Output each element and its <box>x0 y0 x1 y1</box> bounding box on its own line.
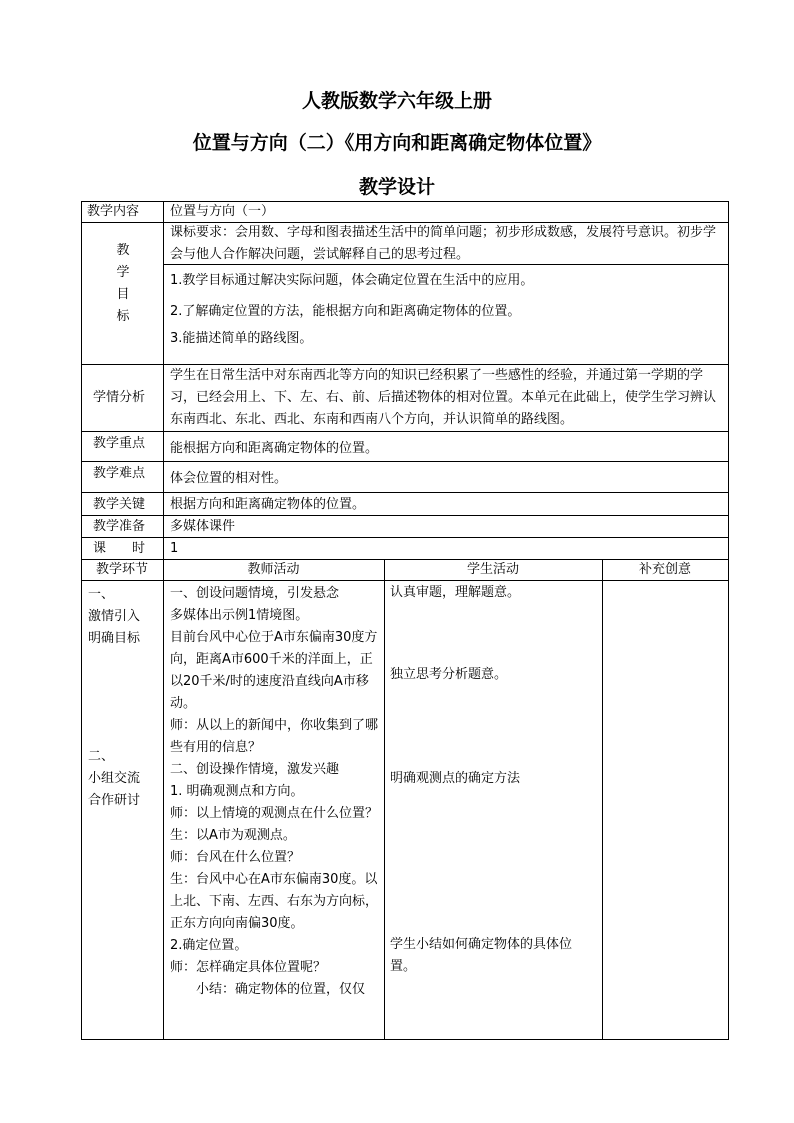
design-title: 教学设计 <box>358 176 435 198</box>
row-divider <box>81 515 729 516</box>
curriculum-requirement: 课标要求：会用数、字母和图表描述生活中的简单问题；初步形成数感，发展符号意识。初步学会与他人合作解决问题，尝试解释自己的思考过程。 <box>170 225 717 262</box>
table-border <box>728 201 729 1040</box>
teacher-line: 二、创设操作情境，激发兴趣 <box>170 762 340 777</box>
stage-1-line: 一、 <box>88 587 115 602</box>
header-teacher: 教师活动 <box>247 562 300 577</box>
analysis-text: 学生在日常生活中对东南西北等方向的知识已经积累了一些感性的经验，并通过第一学期的学习，已经会用上、下、左、右、前、后描述物体的相对位置。本单元在此础上，使学生学习辨认东南西北、东北、西北、东南和西南八个方向，并认识简单的路线图。 <box>170 368 717 427</box>
crux-text: 根据方向和距离确定物体的位置。 <box>170 497 366 512</box>
goal-label-char: 教 <box>116 243 130 258</box>
teacher-line: 多媒体出示例1情境图。 <box>170 608 309 623</box>
column-divider <box>602 559 603 1040</box>
teacher-line: 一、创设问题情境，引发悬念 <box>170 586 340 601</box>
goal-item: 3.能描述简单的路线图。 <box>170 331 313 346</box>
stage-2-line: 合作研讨 <box>88 793 141 808</box>
teacher-line: 生：台风中心在A市东偏南30度。以上北、下南、左西、右东为方向标，正东方向向南偏30度。 <box>170 872 379 931</box>
key-label: 教学重点 <box>93 436 146 451</box>
student-activity-2: 独立思考分析题意。 <box>390 667 508 682</box>
document-title: 人教版数学六年级上册 <box>301 90 492 112</box>
content-value: 位置与方向（一） <box>170 204 275 219</box>
teacher-activity <box>170 583 380 1001</box>
prep-text: 多媒体课件 <box>170 519 236 534</box>
analysis-label: 学情分析 <box>93 390 146 405</box>
period-value: 1 <box>170 541 179 556</box>
header-stage: 教学环节 <box>95 562 148 577</box>
header-supplement: 补充创意 <box>638 562 691 577</box>
goal-item: 2.了解确定位置的方法，能根据方向和距离确定物体的位置。 <box>170 304 521 319</box>
row-divider <box>81 580 729 581</box>
prep-label: 教学准备 <box>93 519 146 534</box>
key-text: 能根据方向和距离确定物体的位置。 <box>170 441 379 456</box>
row-divider <box>81 461 729 462</box>
header-student: 学生活动 <box>466 562 519 577</box>
stage-2-line: 二、 <box>88 749 115 764</box>
difficulty-label: 教学难点 <box>93 466 146 481</box>
goal-item: 1.教学目标通过解决实际问题，体会确定位置在生活中的应用。 <box>170 273 534 288</box>
teacher-line: 生：以A市为观测点。 <box>170 828 296 843</box>
teacher-line: 师：怎样确定具体位置呢？ <box>170 960 327 975</box>
student-activity-1: 认真审题，理解题意。 <box>390 585 521 600</box>
stage-2-line: 小组交流 <box>88 771 141 786</box>
column-divider <box>384 559 385 1040</box>
stage-1-line: 激情引入 <box>88 609 141 624</box>
lesson-title: 位置与方向（二）《用方向和距离确定物体位置》 <box>192 132 602 154</box>
row-divider <box>81 537 729 538</box>
row-divider <box>81 492 729 493</box>
stage-1 <box>88 584 160 650</box>
teacher-line: 师：台风在什么位置？ <box>170 850 301 865</box>
crux-label: 教学关键 <box>93 497 146 512</box>
student-activity-4: 学生小结如何确定物体的具体位置。 <box>390 937 573 974</box>
goal-label-char: 学 <box>116 265 130 280</box>
teacher-line: 小结：确定物体的位置，仅仅 <box>170 982 366 997</box>
teacher-line: 目前台风中心位于A市东偏南30度方向，距离A市600千米的洋面上，正以20千米/时的速度沿直线向A市移动。 <box>170 630 378 711</box>
student-activity-3: 明确观测点的确定方法 <box>390 771 521 786</box>
goal-label-char: 标 <box>116 309 130 324</box>
teacher-line: 1. 明确观测点和方向。 <box>170 784 304 799</box>
goal-label-char: 目 <box>116 287 130 302</box>
content-label: 教学内容 <box>87 204 140 219</box>
goal-label <box>81 240 165 328</box>
row-divider <box>81 559 729 560</box>
table-border <box>81 201 729 202</box>
period-label: 课 时 <box>93 541 146 556</box>
teacher-line: 师：从以上的新闻中，你收集到了哪些有用的信息？ <box>170 718 379 755</box>
row-divider <box>81 431 729 432</box>
teacher-line: 2.确定位置。 <box>170 938 248 953</box>
stage-1-line: 明确目标 <box>88 631 141 646</box>
difficulty-text: 体会位置的相对性。 <box>170 471 288 486</box>
teacher-line: 师：以上情境的观测点在什么位置？ <box>170 806 379 821</box>
stage-2 <box>88 746 160 812</box>
table-border <box>81 1039 729 1040</box>
